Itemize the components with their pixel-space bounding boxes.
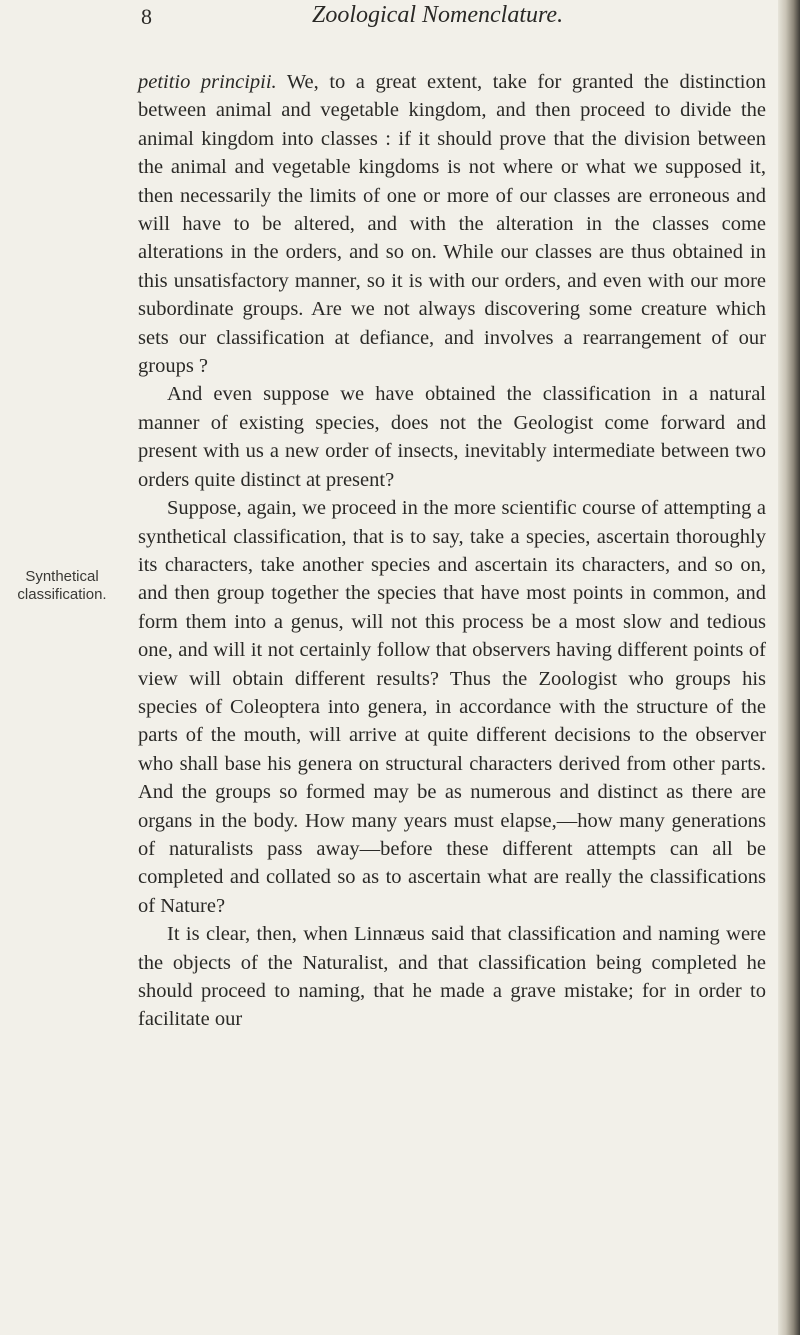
body-text xyxy=(138,68,766,1034)
paragraph-1-text: We, to a great extent, take for granted the distinction between animal and vegetable kingdom, and then proceed to divide the animal kingdom into classes : if it should prove that the division between the animal and vegetable kingdoms is not where or what we supposed it, then necessarily the limits of one or more of our classes are erroneous and will have to be altered, and with the alteration in the classes come alterations in the orders, and so on. While our classes are thus obtained in this unsatisfactory manner, so it is with our orders, and even with our more subordinate groups. Are we not always discovering some creature which sets our classification at defiance, and involves a rearrangement of our groups ? xyxy=(138,71,767,378)
page-edge-shadow xyxy=(778,0,800,1335)
paragraph-4: It is clear, then, when Linnæus said that classification and naming were the objects of the Naturalist, and that classification being completed he should proceed to naming, that he made a grave mistake; for in order to facilitate our xyxy=(138,923,766,1031)
margin-note-line-2: classification. xyxy=(17,586,107,603)
page-number: 8 xyxy=(141,4,152,29)
paragraph-2: And even suppose we have obtained the classification in a natural manner of existing species, does not the Geologist come forward and present with us a new order of insects, inevitably intermediate between two orders quite distinct at present? xyxy=(138,383,766,491)
margin-note-line-1: Synthetical xyxy=(25,568,99,585)
running-title: Zoological Nomenclature. xyxy=(312,2,564,28)
paragraph-3: Suppose, again, we proceed in the more scientific course of attempting a synthetical classification, that is to say, take a species, ascertain thoroughly its characters, take another species and ascertain its characters, and so on, and then group together the species that have most points in common, and form them into a genus, will not this process be a most slow and tedious one, and will it not certainly follow that observers having different points of view will obtain different results? Thus the Zoologist who groups his species of Coleoptera into genera, in accordance with the structure of the parts of the mouth, will arrive at quite different decisions to the observer who shall base his genera on structural characters derived from other parts. And the groups so formed may be as numerous and distinct as there are organs in the body. How many years must elapse,—how many generations of naturalists pass away—before these different attempts can all be completed and collated so as to ascertain what are really the classifications of Nature? xyxy=(138,497,766,917)
margin-note xyxy=(2,568,122,604)
page-header xyxy=(0,0,800,40)
paragraph-1-lead: petitio principii. xyxy=(138,71,277,93)
paragraph-1 xyxy=(138,68,766,380)
